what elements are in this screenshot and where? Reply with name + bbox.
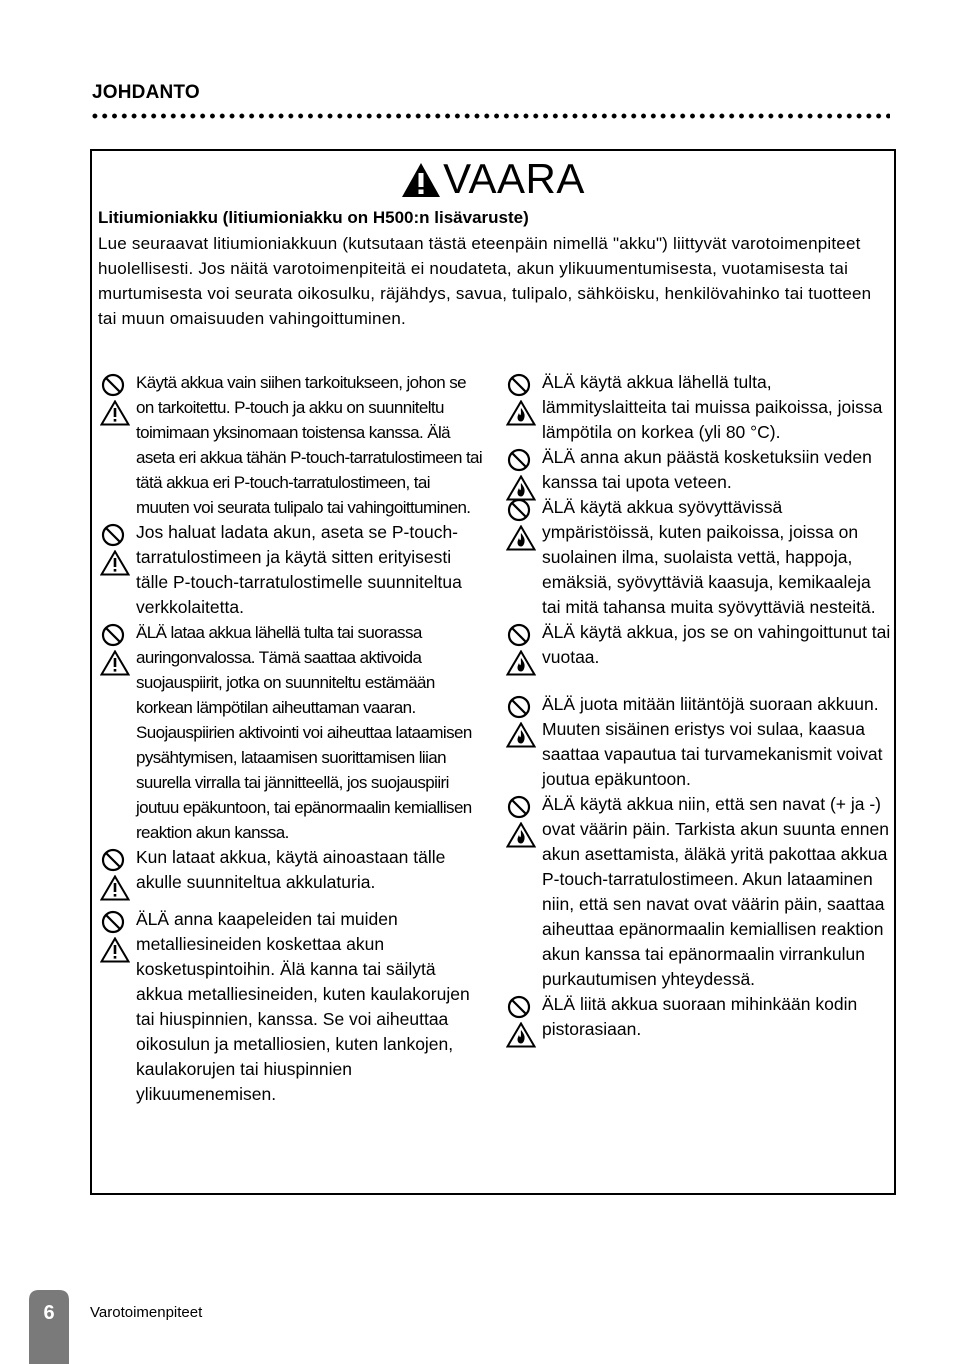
warning-exclamation-icon	[100, 550, 130, 576]
warning-item	[502, 992, 894, 1042]
warning-item-icons	[506, 445, 536, 501]
warning-fire-icon	[506, 822, 536, 848]
warning-item-icons	[100, 907, 130, 963]
prohibited-icon	[507, 373, 531, 397]
warning-item-icons	[506, 792, 536, 848]
prohibited-icon	[101, 373, 125, 397]
prohibited-icon	[507, 695, 531, 719]
prohibited-icon	[507, 623, 531, 647]
warning-item	[96, 907, 486, 1107]
warning-item-text: ÄLÄ käytä akkua, jos se on vahingoittunut tai vuotaa.	[542, 622, 891, 667]
warning-item-text: ÄLÄ käytä akkua niin, että sen navat (+ ja -) ovat väärin päin. Tarkista akun suunta ennen akun asettamista, äläkä yritä pakottaa akkua P-touch-tarratulostimeen. Akun lataaminen niin, että sen navat ovat väärin päin, saattaa aiheuttaa epänormaalin kemiallisen reaktion akun kanssa tai epänormaalin virrankulun purkautumisen yhteydessä.	[542, 794, 889, 989]
battery-subtitle: Litiumioniakku (litiumioniakku on H500:n lisävaruste)	[98, 208, 529, 227]
warning-item-icons	[506, 692, 536, 748]
warning-item	[502, 692, 894, 792]
warning-item	[96, 845, 486, 895]
warning-item	[502, 495, 894, 620]
warning-item-text: ÄLÄ liitä akkua suoraan mihinkään kodin pistorasiaan.	[542, 994, 858, 1039]
section-title: JOHDANTO	[92, 82, 200, 103]
right-column	[502, 370, 894, 1042]
warning-item-icons	[100, 845, 130, 901]
prohibited-icon	[507, 795, 531, 819]
dotted-divider	[90, 112, 890, 120]
danger-box	[90, 149, 896, 1195]
warning-exclamation-icon	[100, 875, 130, 901]
warning-item-text: ÄLÄ käytä akkua syövyttävissä ympäristöissä, kuten paikoissa, joissa on suolainen ilma, suolaista vettä, happoja, emäksiä, syövyttäviä kaasuja, kemikaaleja tai mitä tahansa muita syövyttäviä nesteitä.	[542, 497, 876, 617]
warning-fire-icon	[506, 525, 536, 551]
warning-fire-icon	[506, 400, 536, 426]
prohibited-icon	[101, 848, 125, 872]
warning-fire-icon	[506, 650, 536, 676]
warning-item-icons	[506, 370, 536, 426]
prohibited-icon	[507, 498, 531, 522]
intro-paragraph: Lue seuraavat litiumioniakkuun (kutsutaan tästä eteenpäin nimellä "akku") liittyvät varotoimenpiteet huolellisesti. Jos näitä varotoimenpiteitä ei noudateta, akun ylikuumentumisesta, vuotamisesta tai murtumisesta voi seurata oikosulku, räjähdys, savua, tulipalo, sähköisku, henkilövahinko tai tuotteen tai muun omaisuuden vahingoittuminen.	[98, 234, 872, 328]
page-number: 6	[43, 1302, 55, 1324]
warning-item-icons	[506, 992, 536, 1048]
prohibited-icon	[507, 448, 531, 472]
warning-exclamation-icon	[100, 650, 130, 676]
prohibited-icon	[507, 995, 531, 1019]
warning-item-icons	[100, 370, 130, 426]
warning-item	[96, 620, 486, 845]
left-column	[96, 370, 486, 1107]
warning-item-text: ÄLÄ juota mitään liitäntöjä suoraan akkuun. Muuten sisäinen eristys voi sulaa, kaasua saattaa vapautua tai turvamekanismit voivat joutua epäkuntoon.	[542, 694, 883, 789]
warning-exclamation-icon	[100, 400, 130, 426]
warning-item	[502, 445, 894, 495]
warning-exclamation-icon	[100, 937, 130, 963]
warning-fire-icon	[506, 1022, 536, 1048]
warning-item-text: ÄLÄ lataa akkua lähellä tulta tai suorassa auringonvalossa. Tämä saattaa aktivoida suojauspiirit, jotka on suunniteltu estämään korkean lämpötilan aiheuttaman vaaran. Suojauspiirien aktivointi voi aiheuttaa lataamisen pysähtymisen, lataamisen suorittamisen liian suurella virralla tai jännitteellä, jos suojauspiiri joutuu epäkuntoon, tai epänormaalin kemiallisen reaktion akun kanssa.	[136, 623, 472, 842]
warning-item	[96, 520, 486, 620]
warning-item-text: Kun lataat akkua, käytä ainoastaan tälle akulle suunniteltua akkulaturia.	[136, 847, 446, 892]
warning-item-icons	[506, 620, 536, 676]
warning-item-icons	[100, 620, 130, 676]
warning-item-text: ÄLÄ käytä akkua lähellä tulta, lämmityslaitteita tai muissa paikoissa, joissa lämpötila on korkea (yli 80 °C).	[542, 372, 883, 442]
warning-item	[502, 370, 894, 445]
prohibited-icon	[101, 623, 125, 647]
warning-item	[502, 620, 894, 670]
warning-item-text: Käytä akkua vain siihen tarkoitukseen, johon se on tarkoitettu. P-touch ja akku on suunniteltu toimimaan yksinomaan toistensa kanssa. Älä aseta eri akkua tähän P-touch-tarratulostimeen tai tätä akkua eri P-touch-tarratulostimeen, tai muuten voi seurata tulipalo tai vahingoittuminen.	[136, 373, 483, 517]
danger-heading-text: VAARA	[443, 155, 585, 202]
warning-item-icons	[506, 495, 536, 551]
warning-item-text: ÄLÄ anna akun päästä kosketuksiin veden kanssa tai upota veteen.	[542, 447, 872, 492]
prohibited-icon	[101, 523, 125, 547]
danger-heading	[92, 154, 894, 204]
warning-item-icons	[100, 520, 130, 576]
footer-label: Varotoimenpiteet	[90, 1304, 203, 1321]
warning-item-text: ÄLÄ anna kaapeleiden tai muiden metalliesineiden koskettaa akun kosketuspintoihin. Älä kanna tai säilytä akkua metalliesineiden, kuten kaulakorujen tai hiuspinnien, kanssa. Se voi aiheuttaa oikosulun ja metalliosien, kuten lankojen, kaulakorujen tai hiuspinnien ylikuumenemisen.	[136, 909, 470, 1104]
warning-fire-icon	[506, 722, 536, 748]
warning-item	[96, 370, 486, 520]
warning-item	[502, 792, 894, 992]
warning-triangle-icon	[401, 162, 441, 198]
warning-item-text: Jos haluat ladata akun, aseta se P-touch-tarratulostimeen ja käytä sitten erityisesti tälle P-touch-tarratulostimelle suunniteltua verkkolaitetta.	[136, 522, 462, 617]
prohibited-icon	[101, 910, 125, 934]
